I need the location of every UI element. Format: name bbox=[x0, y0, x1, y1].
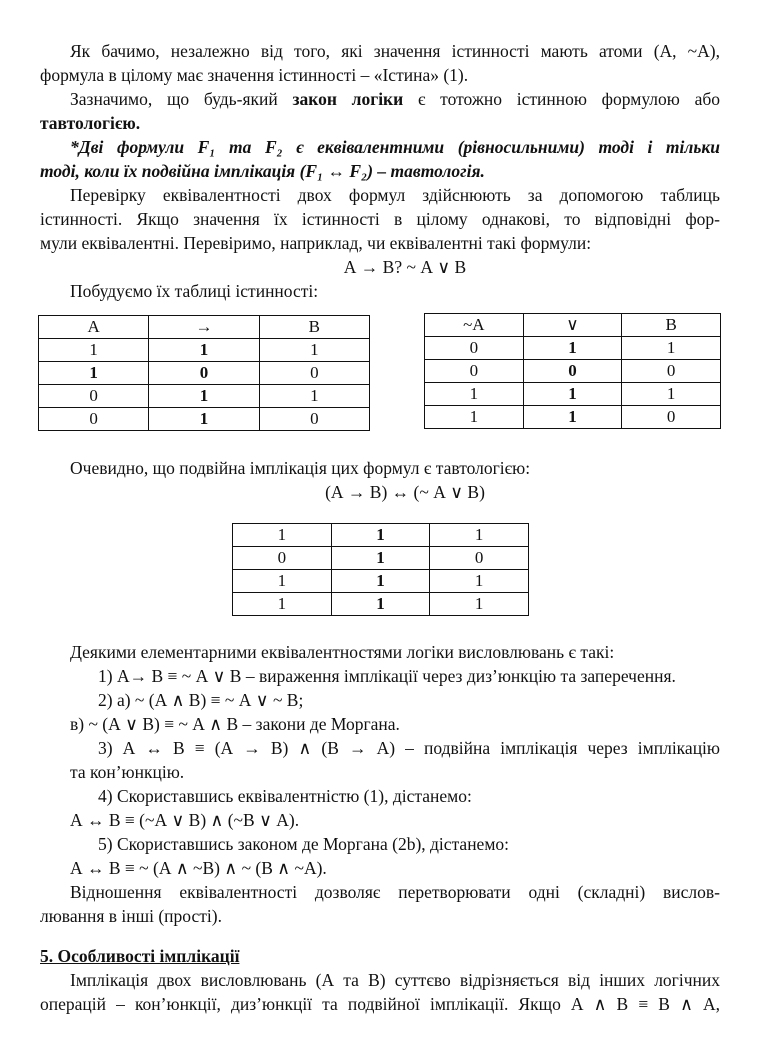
term-law-of-logic: закон логіки bbox=[292, 89, 404, 109]
table-row bbox=[425, 337, 721, 360]
table-cell: 0 bbox=[39, 408, 149, 431]
paragraph-line: мули еквівалентні. Перевіримо, наприклад, чи еквівалентні такі формули: bbox=[40, 233, 592, 253]
truth-table-disjunction bbox=[424, 313, 721, 429]
table-cell: 1 bbox=[233, 524, 332, 547]
table-row bbox=[233, 593, 529, 616]
table-cell: 1 bbox=[259, 385, 369, 408]
table-cell: 0 bbox=[523, 360, 622, 383]
table-row bbox=[425, 360, 721, 383]
table-cell: 0 bbox=[39, 385, 149, 408]
table-cell: 1 bbox=[149, 408, 259, 431]
table-row bbox=[233, 570, 529, 593]
equivalence-item: 3) А ↔ В ≡ (А → В) ∧ (В → А) – подвійна імплікація через імплікацію bbox=[98, 738, 720, 758]
table-row bbox=[425, 383, 721, 406]
table-cell: 0 bbox=[430, 547, 529, 570]
truth-table-implication bbox=[38, 315, 370, 431]
paragraph-line: Імплікація двох висловлювань (А та В) суттєво відрізняється від інших логічних bbox=[70, 970, 720, 990]
table-cell: 1 bbox=[622, 383, 721, 406]
paragraph-line: формула в цілому має значення істинності – «Істина» (1). bbox=[40, 65, 469, 85]
table-cell: 1 bbox=[430, 593, 529, 616]
equivalence-item: 2) а) ~ (А ∧ В) ≡ ~ А ∨ ~ В; bbox=[98, 690, 304, 710]
table-cell: 1 bbox=[331, 524, 430, 547]
paragraph-line: Побудуємо їх таблиці істинності: bbox=[70, 281, 319, 301]
table-cell: 0 bbox=[622, 360, 721, 383]
table-cell: 1 bbox=[425, 383, 524, 406]
table-header-cell: В bbox=[622, 314, 721, 337]
table-cell: 1 bbox=[425, 406, 524, 429]
table-header-cell: ~А bbox=[425, 314, 524, 337]
table-cell: 0 bbox=[233, 547, 332, 570]
table-cell: 1 bbox=[39, 362, 149, 385]
table-cell: 0 bbox=[259, 362, 369, 385]
table-cell: 1 bbox=[331, 593, 430, 616]
table-cell: 1 bbox=[331, 570, 430, 593]
paragraph-line: Відношення еквівалентності дозволяє перетворювати одні (складні) вислов- bbox=[70, 882, 720, 902]
formula-line: А ↔ В ≡ (~А ∨ В) ∧ (~В ∨ А). bbox=[70, 810, 300, 830]
table-cell: 1 bbox=[149, 385, 259, 408]
paragraph-line: істинності. Якщо значення їх істинності в цілому однакові, то відповідні фор- bbox=[40, 209, 720, 229]
section-heading: 5. Особливості імплікації bbox=[40, 946, 240, 966]
formula-line: А → В? ~ А ∨ В bbox=[343, 257, 467, 277]
table-row bbox=[39, 385, 370, 408]
table-cell: 0 bbox=[425, 337, 524, 360]
equivalence-item: 1) А→ В ≡ ~ А ∨ В – вираження імплікації через диз’юнкцію та заперечення. bbox=[98, 666, 676, 686]
table-cell: 0 bbox=[425, 360, 524, 383]
paragraph-line: Очевидно, що подвійна імплікація цих формул є тавтологією: bbox=[70, 458, 531, 478]
table-cell: 1 bbox=[430, 570, 529, 593]
table-header-cell: ∨ bbox=[523, 314, 622, 337]
table-cell: 1 bbox=[233, 593, 332, 616]
paragraph-line: Як бачимо, незалежно від того, які значення істинності мають атоми (А, ~А), bbox=[70, 41, 720, 61]
table-cell: 0 bbox=[259, 408, 369, 431]
table-cell: 1 bbox=[622, 337, 721, 360]
paragraph-line: лювання в інші (прості). bbox=[40, 906, 222, 926]
table-row bbox=[233, 524, 529, 547]
table-header-cell: → bbox=[149, 316, 259, 339]
table-cell: 1 bbox=[233, 570, 332, 593]
table-row bbox=[39, 362, 370, 385]
paragraph-line bbox=[70, 88, 720, 110]
truth-table-equivalence bbox=[232, 523, 529, 616]
text-span: Зазначимо, що будь-який bbox=[70, 89, 293, 109]
table-header-row bbox=[39, 316, 370, 339]
equivalence-item: 5) Скориставшись законом де Моргана (2b), дістанемо: bbox=[98, 834, 510, 854]
table-row bbox=[233, 547, 529, 570]
table-cell: 1 bbox=[523, 337, 622, 360]
equivalence-item: та кон’юнкцію. bbox=[70, 762, 185, 782]
term-tautology: тавтологією. bbox=[40, 113, 141, 133]
text-span: є тотожно істинною формулою або bbox=[403, 89, 720, 109]
equivalence-item: в) ~ (А ∨ В) ≡ ~ А ∧ В – закони де Моргана. bbox=[70, 714, 400, 734]
definition-line: тоді, коли їх подвійна імплікація (F₁ ↔ F₂) – тавтологія. bbox=[40, 161, 485, 181]
formula-line: А ↔ В ≡ ~ (А ∧ ~В) ∧ ~ (В ∧ ~А). bbox=[70, 858, 327, 878]
table-row bbox=[39, 408, 370, 431]
table-cell: 1 bbox=[430, 524, 529, 547]
table-cell: 1 bbox=[523, 406, 622, 429]
table-cell: 1 bbox=[523, 383, 622, 406]
table-cell: 1 bbox=[331, 547, 430, 570]
table-cell: 1 bbox=[259, 339, 369, 362]
equivalence-item: 4) Скориставшись еквівалентністю (1), дістанемо: bbox=[98, 786, 472, 806]
paragraph-line: Перевірку еквівалентності двох формул здійснюють за допомогою таблиць bbox=[70, 185, 720, 205]
table-header-cell: А bbox=[39, 316, 149, 339]
table-cell: 1 bbox=[149, 339, 259, 362]
paragraph-line: Деякими елементарними еквівалентностями логіки висловлювань є такі: bbox=[70, 642, 615, 662]
formula-line: (А → В) ↔ (~ А ∨ В) bbox=[325, 482, 485, 502]
table-cell: 0 bbox=[622, 406, 721, 429]
table-row bbox=[39, 339, 370, 362]
definition-line: *Дві формули F₁ та F₂ є еквівалентними (рівносильними) тоді і тільки bbox=[70, 137, 720, 157]
paragraph-line: операцій – кон’юнкції, диз’юнкції та подвійної імплікації. Якщо А ∧ В ≡ В ∧ А, bbox=[40, 994, 720, 1014]
table-cell: 1 bbox=[39, 339, 149, 362]
table-row bbox=[425, 406, 721, 429]
table-cell: 0 bbox=[149, 362, 259, 385]
table-header-cell: В bbox=[259, 316, 369, 339]
table-header-row bbox=[425, 314, 721, 337]
